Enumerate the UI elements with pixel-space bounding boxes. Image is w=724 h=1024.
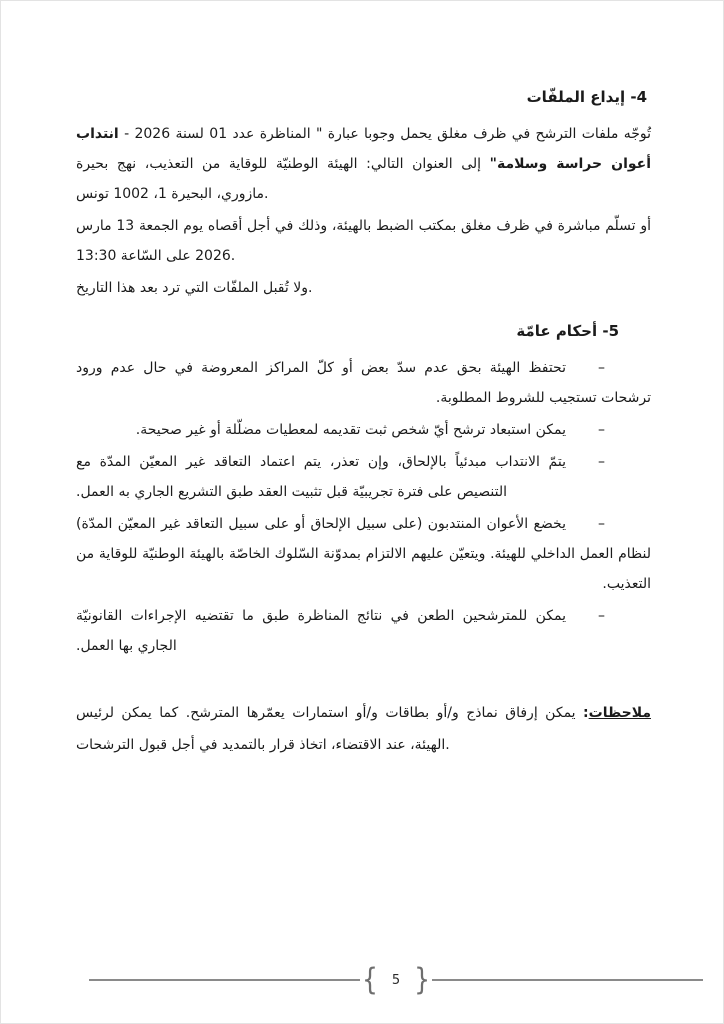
bullet-text: يمكن استبعاد ترشح أيّ شخص ثبت تقديمه لمعطيات مضلّلة أو غير صحيحة. [135,422,566,438]
bullet-text: يمكن للمترشحين الطعن في نتائج المناظرة طبق ما تقتضيه الإجراءات القانونيّة الجاري بها العمل. [76,608,566,654]
section-4-paragraph-1 [76,119,651,209]
dash-bullet-icon: – [598,360,605,376]
bullet-text: يخضع الأعوان المنتدبون (على سبيل الإلحاق أو على سبيل التعاقد غير المعيّن المدّة) لنظام العمل الداخلي للهيئة. ويتعيّن عليهم الالتزام بمدوّنة السّلوك الخاصّة بالهيئة الوطنيّة للوقاية من التعذيب. [76,516,651,592]
notes-colon: : [583,705,589,721]
dash-bullet-icon: – [598,608,605,624]
dash-bullet-icon: – [598,516,605,532]
dash-bullet-icon: – [598,422,605,438]
dash-bullet-icon: – [598,454,605,470]
notes-paragraph [76,697,651,761]
page-footer [89,963,703,997]
footer-rule-right [432,979,703,981]
section-4-paragraph-3: ولا تُقبل الملفّات التي ترد بعد هذا التاريخ. [76,280,313,296]
document-content [76,85,651,761]
competition-title-bold: انتداب أعوان حراسة وسلامة" [76,126,652,172]
section-4-heading: 4- إيداع الملفّات [526,88,647,106]
page-number: 5 [391,972,401,988]
left-brace-icon: { [361,962,378,997]
bullet-text: تحتفظ الهيئة بحق عدم سدّ بعض أو كلّ المراكز المعروضة في حال عدم ورود ترشحات تستجيب للشروط المطلوبة. [76,360,651,406]
paragraph-text: تُوجّه ملفات الترشح في ظرف مغلق يحمل وجوبا عبارة " المناظرة عدد 01 لسنة 2026 - [118,126,651,142]
section-4-paragraph-2: أو تسلّم مباشرة في ظرف مغلق بمكتب الضبط بالهيئة، وذلك في أجل أقصاه يوم الجمعة 13 مارس 2026 على السّاعة 13:30. [76,218,651,264]
paragraph-text: إلى العنوان التالي: الهيئة الوطنيّة للوقاية من التعذيب، نهج بحيرة مازوري، البحيرة 1، 1002 تونس. [76,156,490,202]
notes-label: ملاحظات [588,705,651,721]
bullet-text: يتمّ الانتداب مبدئياً بالإلحاق، وإن تعذر، يتم اعتماد التعاقد غير المعيّن المدّة مع التنصيص على فترة تجريبيّة قبل تثبيت العقد طبق التشريع الجاري به العمل. [76,454,566,500]
notes-text: يمكن إرفاق نماذج و/أو بطاقات و/أو استمارات يعمّرها المترشح. كما يمكن لرئيس الهيئة، عند الاقتضاء، اتخاذ قرار بالتمديد في أجل قبول الترشحات. [76,705,584,753]
footer-rule-left [89,979,360,981]
right-brace-icon: } [414,962,431,997]
bullet-item [76,353,651,413]
bullet-item [76,415,651,445]
bullet-item [76,447,651,507]
bullet-item [76,509,651,599]
bullet-item [76,601,651,661]
section-5-heading: 5- أحكام عامّة [516,322,619,340]
